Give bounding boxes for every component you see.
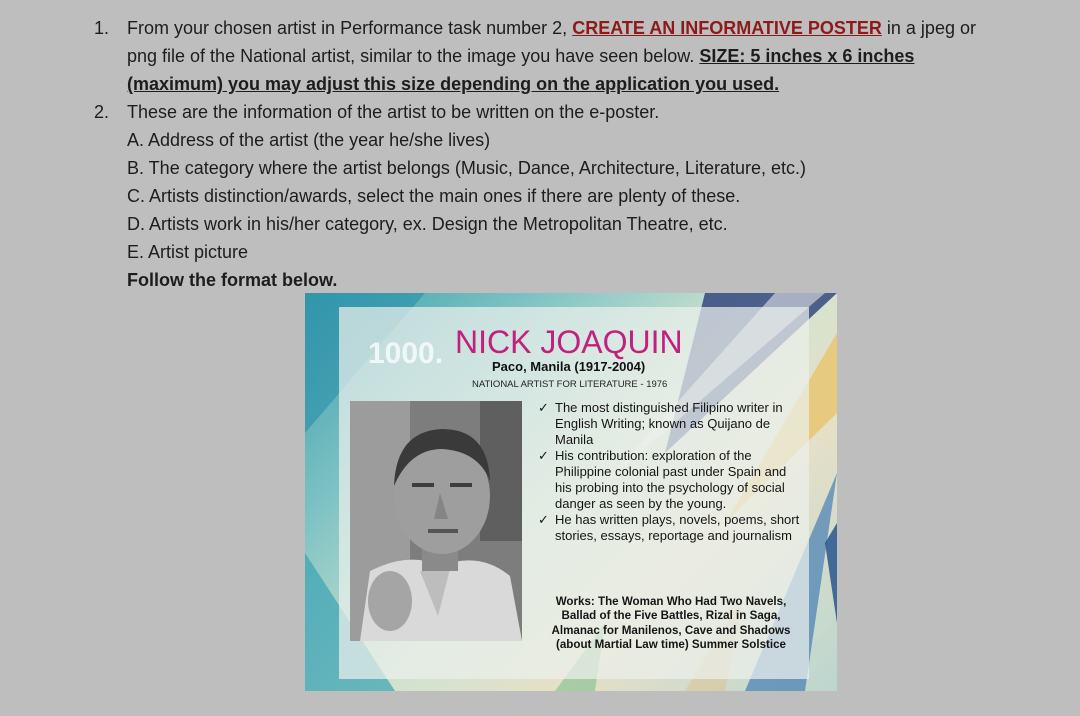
poster-bullet-3 [538, 512, 806, 544]
item-1-intro: From your chosen artist in Performance task number 2, [127, 18, 568, 38]
follow-format-label: Follow the format below. [127, 270, 338, 290]
sample-poster [305, 293, 837, 691]
check-icon: ✓ [538, 512, 549, 527]
subitem-a: A. Address of the artist (the year he/she lives) [127, 130, 491, 150]
artist-photo [350, 401, 522, 641]
item-1-line-3: (maximum) you may adjust this size depending on the application you used. [127, 74, 780, 94]
check-icon: ✓ [538, 400, 549, 415]
item-1-size: SIZE: 5 inches x 6 inches [699, 46, 915, 66]
subitem-b: B. The category where the artist belongs (Music, Dance, Architecture, Literature, etc.) [127, 158, 806, 178]
item-1-line-2-text: png file of the National artist, similar to the image you have seen below. [127, 46, 695, 66]
item-2-text: These are the information of the artist to be written on the e-poster. [127, 102, 660, 122]
poster-place-years: Paco, Manila (1917-2004) [492, 359, 646, 374]
item-1-highlight: CREATE AN INFORMATIVE POSTER [572, 18, 882, 38]
subitem-d: D. Artists work in his/her category, ex. Design the Metropolitan Theatre, etc. [127, 214, 728, 234]
item-1-after-highlight: in a jpeg or [886, 18, 976, 38]
poster-bullet-text: The most distinguished Filipino writer in English Writing; known as Quijano de Manila [555, 400, 783, 447]
item-1-number: 1. [94, 18, 110, 38]
poster-watermark: 1000. [368, 337, 444, 370]
poster-bullet-1 [538, 400, 806, 448]
subitem-e: E. Artist picture [127, 242, 249, 262]
poster-category: NATIONAL ARTIST FOR LITERATURE - 1976 [472, 379, 668, 390]
check-icon: ✓ [538, 448, 549, 463]
poster-bullet-list [538, 400, 806, 544]
item-2-number: 2. [94, 102, 110, 122]
poster-bullet-text: He has written plays, novels, poems, short stories, essays, reportage and journalism [555, 512, 800, 543]
poster-artist-name: NICK JOAQUIN [455, 324, 683, 360]
item-1-line-2 [127, 45, 914, 67]
poster-bullet-text: His contribution: exploration of the Philippine colonial past under Spain and his probing into the psychology of social danger as seen by the young. [555, 448, 787, 511]
poster-works: Works: The Woman Who Had Two Navels, Ballad of the Five Battles, Rizal in Saga, Almanac for Manilenos, Cave and Shadows (about Martial Law time) Summer Solstice [551, 595, 791, 651]
subitem-c: C. Artists distinction/awards, select the main ones if there are plenty of these. [127, 186, 741, 206]
poster-bullet-2 [538, 448, 806, 512]
item-1-line-1 [127, 17, 976, 39]
